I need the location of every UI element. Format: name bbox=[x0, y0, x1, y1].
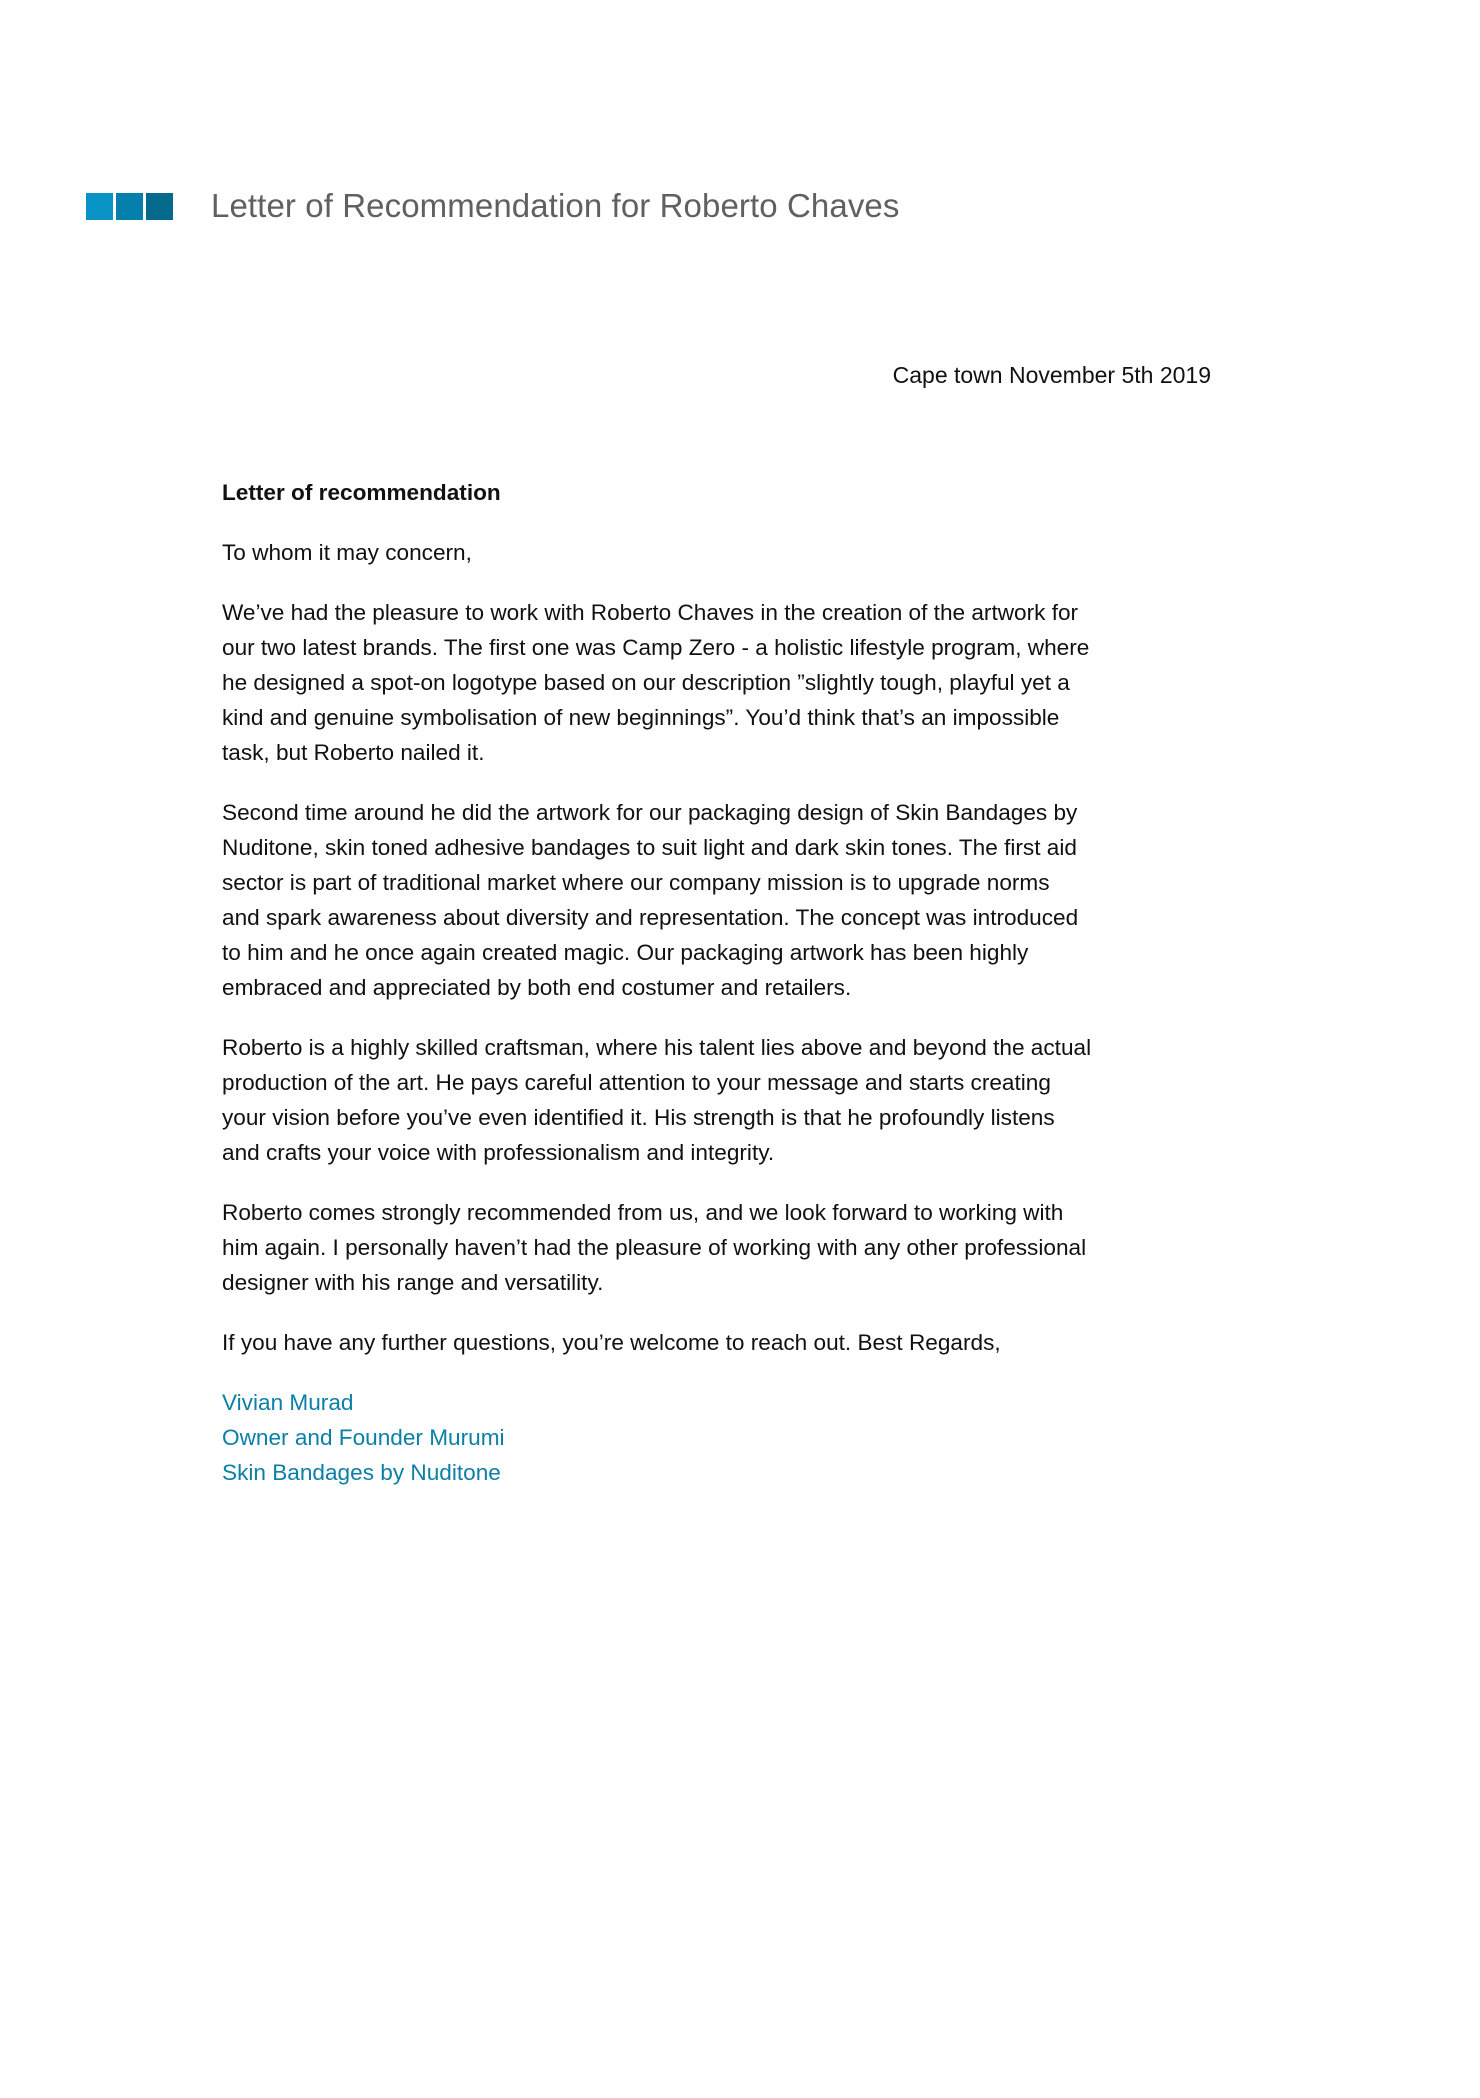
signature-title: Owner and Founder Murumi bbox=[222, 1425, 505, 1450]
signature-company: Skin Bandages by Nuditone bbox=[222, 1460, 501, 1485]
letter-heading: Letter of recommendation bbox=[222, 480, 501, 505]
paragraph-2 bbox=[222, 795, 1222, 1005]
salutation: To whom it may concern, bbox=[222, 540, 472, 565]
logo-square-3 bbox=[146, 193, 173, 220]
logo-square-2 bbox=[116, 193, 143, 220]
paragraph-line: kind and genuine symbolisation of new beginnings”. You’d think that’s an impossible bbox=[222, 705, 1060, 730]
brand-logo-icon bbox=[86, 193, 173, 220]
signature-block bbox=[222, 1385, 1222, 1490]
paragraph-line: task, but Roberto nailed it. bbox=[222, 740, 485, 765]
paragraph-line: to him and he once again created magic. Our packaging artwork has been highly bbox=[222, 940, 1029, 965]
paragraph-line: and spark awareness about diversity and representation. The concept was introduced bbox=[222, 905, 1079, 930]
paragraph-line: sector is part of traditional market where our company mission is to upgrade norms bbox=[222, 870, 1050, 895]
paragraph-line: Roberto is a highly skilled craftsman, where his talent lies above and beyond the actual bbox=[222, 1035, 1092, 1060]
paragraph-line: your vision before you’ve even identified it. His strength is that he profoundly listens bbox=[222, 1105, 1055, 1130]
document-title: Letter of Recommendation for Roberto Chaves bbox=[211, 187, 900, 224]
paragraph-line: and crafts your voice with professionalism and integrity. bbox=[222, 1140, 775, 1165]
paragraph-line: production of the art. He pays careful attention to your message and starts creating bbox=[222, 1070, 1051, 1095]
letter-date: Cape town November 5th 2019 bbox=[892, 362, 1211, 388]
paragraph-line: he designed a spot-on logotype based on our description ”slightly tough, playful yet a bbox=[222, 670, 1070, 695]
paragraph-line: Second time around he did the artwork for our packaging design of Skin Bandages by bbox=[222, 800, 1078, 825]
letter-body bbox=[222, 475, 1222, 1490]
paragraph-3 bbox=[222, 1030, 1222, 1170]
paragraph-line: our two latest brands. The first one was Camp Zero - a holistic lifestyle program, where bbox=[222, 635, 1090, 660]
logo-square-1 bbox=[86, 193, 113, 220]
paragraph-line: embraced and appreciated by both end costumer and retailers. bbox=[222, 975, 852, 1000]
paragraph-line: Nuditone, skin toned adhesive bandages to suit light and dark skin tones. The first aid bbox=[222, 835, 1077, 860]
paragraph-line: Roberto comes strongly recommended from us, and we look forward to working with bbox=[222, 1200, 1064, 1225]
document-header bbox=[86, 186, 900, 226]
paragraph-line: We’ve had the pleasure to work with Roberto Chaves in the creation of the artwork for bbox=[222, 600, 1079, 625]
paragraph-4 bbox=[222, 1195, 1222, 1300]
signature-name: Vivian Murad bbox=[222, 1390, 354, 1415]
paragraph-1 bbox=[222, 595, 1222, 770]
closing: If you have any further questions, you’re welcome to reach out. Best Regards, bbox=[222, 1330, 1001, 1355]
paragraph-line: him again. I personally haven’t had the pleasure of working with any other professional bbox=[222, 1235, 1087, 1260]
paragraph-line: designer with his range and versatility. bbox=[222, 1270, 604, 1295]
